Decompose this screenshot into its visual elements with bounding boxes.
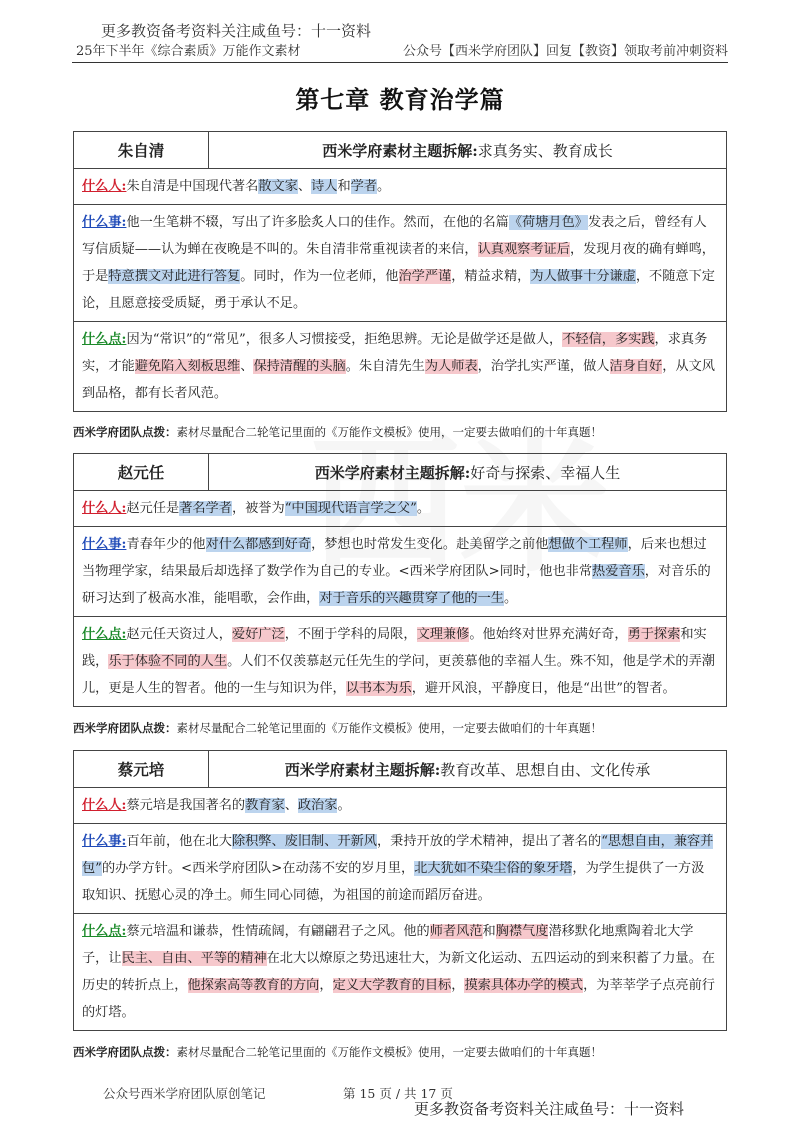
text-segment: 发表之后，曾经有人写信质疑——认为蝉在夜晚是不叫的。朱自清非常重视读者的来信， [82,215,707,257]
what-label: 什么事: [82,215,127,230]
text-segment: 赵元任天资过人， [126,627,232,642]
text-segment: ，避开风浪，平静度日，他是“出世”的智者。 [411,681,676,696]
text-segment: 、 [240,359,254,374]
highlight-blue: 诗人 [311,179,338,194]
text-segment: 赵元任是 [126,501,180,516]
text-segment: ，为学生提供了一方汲取知识、抚慰心灵的净土。师生同心同德，为祖国的前途而蹈厉奋进。 [82,861,705,903]
chapter-title: 第七章 教育治学篇 [295,85,505,114]
highlight-blue: 散文家 [258,179,298,194]
text-segment: ，精益求精， [451,269,531,284]
highlight-pink: 避免陷入刻板思维 [134,359,241,374]
who-row [74,169,726,205]
highlight-pink: 他探索高等教育的方向 [187,978,320,993]
card-header [74,132,726,169]
text-segment: ，后来也想过当物理学家，结果最后却选择了数学作为自己的专业。<西米学府团队>同时，他也非常 [82,537,707,579]
text-segment: ，为莘莘学子点亮前行的灯塔。 [82,978,715,1020]
highlight-pink: 定义大学教育的目标 [332,978,452,993]
text-segment: 和实践， [82,627,707,669]
tip-text: 素材尽量配合二轮笔记里面的《万能作文模板》使用，一定要去做咱们的十年真题！ [176,1045,602,1059]
person-name: 朱自清 [74,132,209,168]
what-row [74,824,726,914]
theme-value: 教育改革、思想自由、文化传承 [440,760,651,779]
text-segment: 。 [337,798,351,813]
page-number: 第 15 页 / 共 17 页 [343,1086,453,1101]
highlight-pink: 摸索具体办学的模式 [464,978,584,993]
who-label: 什么人: [82,179,127,194]
text-segment: 。 [504,591,518,606]
highlight-blue: 除积弊、废旧制、开新风 [231,834,377,849]
text-segment: 。同时，作为一位老师，他 [240,269,399,284]
who-row [74,788,726,824]
highlight-pink: 以书本为乐 [345,681,412,696]
text-segment: 朱自清是中国现代著名 [126,179,259,194]
text-segment: 和 [482,924,496,939]
highlight-blue: 特意撰文对此进行答复 [108,269,241,284]
text-segment: 潜移默化地熏陶着北大学子，让 [82,924,694,966]
highlight-pink: 洁身自好 [609,359,663,374]
what-label: 什么事: [82,834,127,849]
highlight-pink: 文理兼修 [416,627,470,642]
text-segment: 。人们不仅羡慕赵元任先生的学问，更羡慕他的幸福人生。殊不知，他是学术的弄潮儿，更是人生的智者。他的一生与知识为伴， [82,654,715,696]
theme-value: 好奇与探索、幸福人生 [470,463,621,482]
text-segment: 。 [416,501,431,516]
text-segment: 、 [284,798,298,813]
highlight-blue: 政治家 [297,798,338,813]
highlight-pink: 为人师表 [424,359,478,374]
what-label: 什么事: [82,537,127,552]
text-segment: 。朱自清先生 [345,359,425,374]
highlight-blue: 热爱音乐 [592,564,645,579]
text-segment: ，求真务实，才能 [82,332,708,374]
what-row [74,205,726,322]
text-segment: ，不囿于学科的局限， [284,627,417,642]
theme-line [209,132,726,168]
theme-value: 求真务实、教育成长 [477,141,613,160]
highlight-pink: 不轻信，多实践 [562,332,655,347]
text-segment: 。他始终对世界充满好奇， [469,627,628,642]
point-row [74,617,726,706]
text-segment: 和 [337,179,351,194]
point-row [74,914,726,1030]
material-card-3 [73,750,727,1031]
who-label: 什么人: [82,501,127,516]
highlight-blue: 对于音乐的兴趣贯穿了他的一生 [319,591,504,606]
highlight-pink: 治学严谨 [398,269,452,284]
header-divider [72,62,728,63]
header-watermark: 更多教资备考资料关注咸鱼号：十一资料 [101,22,372,40]
header-right-text: 公众号【西米学府团队】回复【教资】领取考前冲刺资料 [402,44,728,59]
tip-note [73,720,602,736]
text-segment: ，秉持开放的学术精神，提出了著名的 [377,834,602,849]
text-segment: ，梦想也时常发生变化。赴美留学之前他 [311,537,549,552]
card-header [74,751,726,788]
theme-line [209,454,726,490]
text-segment: 的办学方针。<西米学府团队>在动荡不安的岁月里， [101,861,415,876]
text-segment: ， [451,978,465,993]
highlight-pink: 胸襟气度 [495,924,549,939]
text-segment: 在北大以燎原之势迅速壮大，为新文化运动、五四运动的到来积蓄了力量。在历史的转折点上， [82,951,715,993]
highlight-blue: 对什么都感到好奇 [205,537,312,552]
highlight-blue: 北大犹如不染尘俗的象牙塔 [414,861,573,876]
text-segment: ， [319,978,333,993]
text-segment: ，发现月夜的确有蝉鸣，于是 [82,242,715,284]
theme-label: 西米学府素材主题拆解: [314,463,471,482]
footer-watermark: 更多教资备考资料关注咸鱼号：十一资料 [414,1100,685,1118]
text-segment: 。 [377,179,391,194]
highlight-pink: 爱好广泛 [231,627,285,642]
material-card-1 [73,131,727,412]
highlight-blue: 学者 [350,179,377,194]
text-segment: 百年前，他在北大 [126,834,232,849]
highlight-blue: 教育家 [245,798,285,813]
highlight-blue: 想做个工程师 [548,537,628,552]
point-label: 什么点: [82,924,127,939]
material-card-2 [73,453,727,707]
theme-label: 西米学府素材主题拆解: [322,141,478,160]
theme-line [209,751,726,787]
text-segment: ，从文风到品格，都有长者风范。 [82,359,715,401]
highlight-blue: “思想自由，兼容并包” [82,834,714,876]
text-segment: 因为“常识”的“常见”，很多人习惯接受，拒绝思辨。无论是做学还是做人， [126,332,563,347]
highlight-blue: “中国现代语言学之父” [284,501,417,516]
text-segment: 他一生笔耕不辍，写出了许多脍炙人口的佳作。然而，在他的名篇 [126,215,509,230]
point-row [74,322,726,411]
person-name: 蔡元培 [74,751,209,787]
tip-label: 西米学府团队点拨： [73,425,177,439]
highlight-pink: 师者风范 [429,924,483,939]
who-label: 什么人: [82,798,127,813]
text-segment: 青春年少的他 [126,537,206,552]
person-name: 赵元任 [74,454,209,490]
highlight-pink: 保持清醒的头脑 [253,359,346,374]
what-row [74,527,726,617]
text-segment: ，不随意下定论，且愿意接受质疑，勇于承认不足。 [82,269,715,311]
highlight-blue: 著名学者 [179,501,232,516]
highlight-pink: 乐于体验不同的人生 [108,654,228,669]
highlight-pink: 认真观察考证后 [477,242,570,257]
text-segment: 蔡元培是我国著名的 [126,798,246,813]
text-segment: ，对音乐的研习达到了极高水准，能唱歌，会作曲， [82,564,711,606]
theme-label: 西米学府素材主题拆解: [284,760,441,779]
text-segment: ，治学扎实严谨，做人 [477,359,610,374]
point-label: 什么点: [82,627,127,642]
tip-note [73,1044,602,1060]
text-segment: 、 [297,179,312,194]
highlight-blue: 为人做事十分谦虚 [530,269,636,284]
tip-label: 西米学府团队点拨： [73,1045,177,1059]
tip-text: 素材尽量配合二轮笔记里面的《万能作文模板》使用，一定要去做咱们的十年真题！ [176,425,602,439]
text-segment: ，被誉为 [231,501,285,516]
highlight-pink: 勇于探索 [627,627,681,642]
card-header [74,454,726,491]
tip-label: 西米学府团队点拨： [73,721,177,735]
highlight-blue: 《荷塘月色》 [508,215,588,230]
tip-note [73,424,602,440]
who-row [74,491,726,527]
footer-left-text: 公众号西米学府团队原创笔记 [103,1086,266,1101]
point-label: 什么点: [82,332,127,347]
tip-text: 素材尽量配合二轮笔记里面的《万能作文模板》使用，一定要去做咱们的十年真题！ [176,721,602,735]
highlight-pink: 民主、自由、平等的精神 [121,951,267,966]
text-segment: 蔡元培温和谦恭，性情疏阔，有翩翩君子之风。他的 [126,924,430,939]
header-left-text: 25年下半年《综合素质》万能作文素材 [76,44,301,59]
